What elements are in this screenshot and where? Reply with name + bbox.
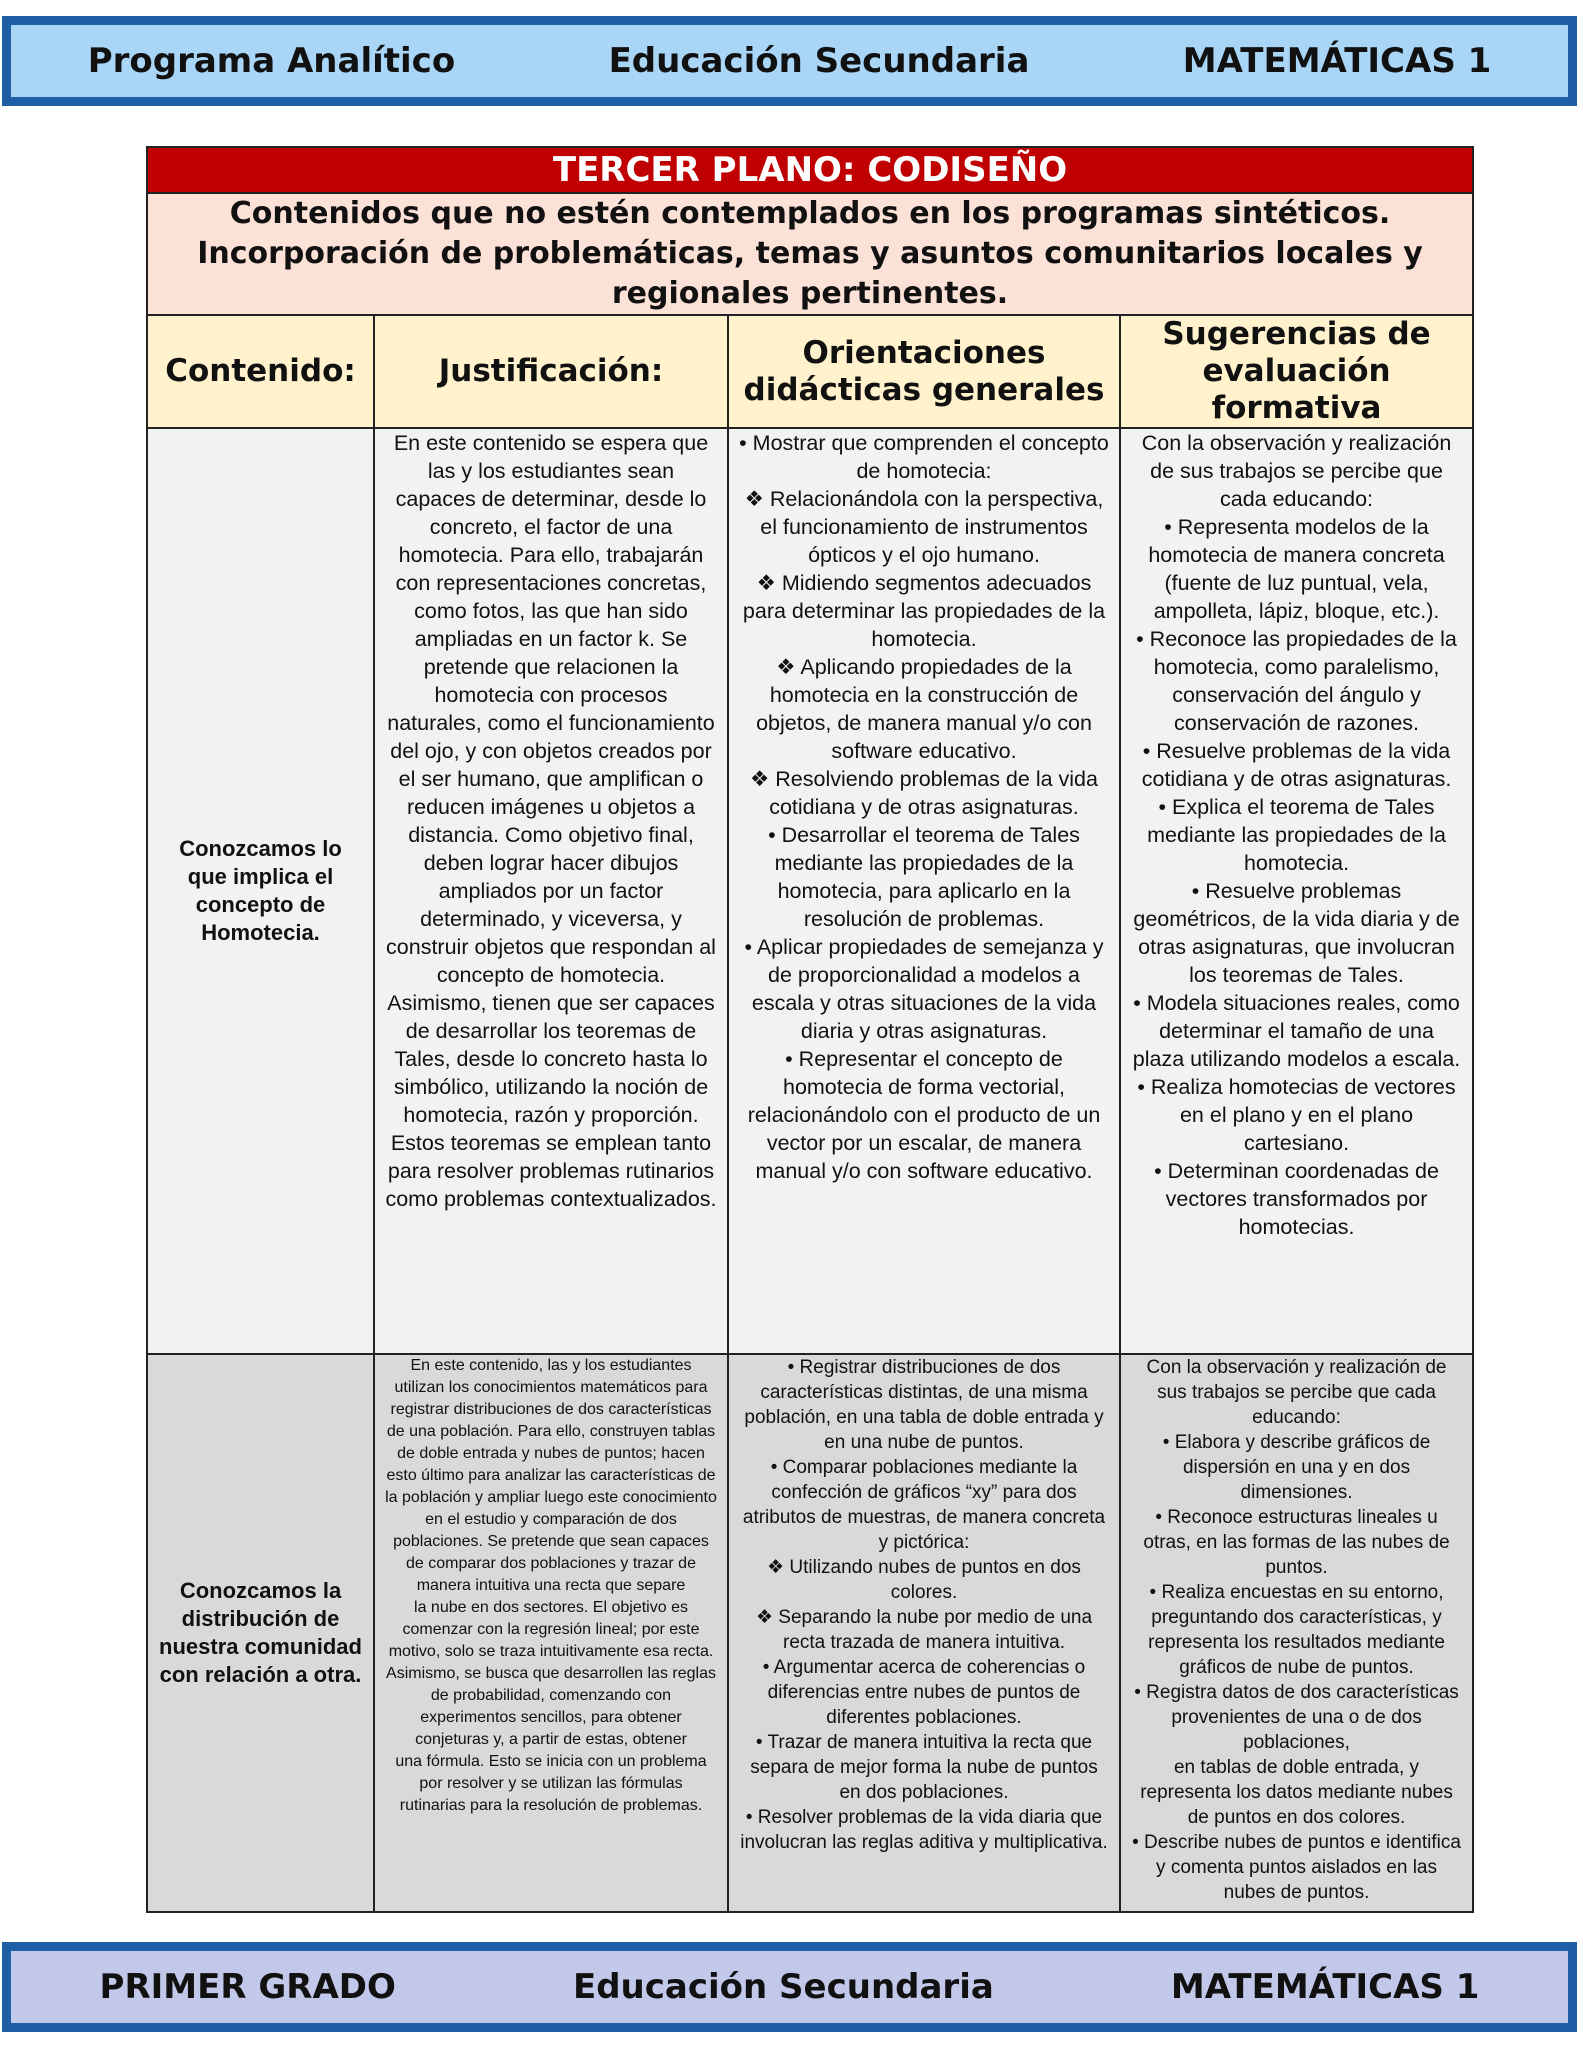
column-header-sugerencias: Sugerencias de evaluación formativa — [1120, 315, 1473, 428]
footer-subject-label: MATEMÁTICAS 1 — [1170, 1967, 1480, 2007]
justificacion-cell: En este contenido, las y los estudiantes utilizan los conocimientos matemáticos para registrar distribuciones de dos características de una población. Para ello, construyen tablas de doble entrada y nubes de puntos; hacen esto último para analizar las características de la población y ampliar luego este conocimiento en el estudio y comparación de dos poblaciones. Se pretende que sean capaces de comparar dos poblaciones y trazar de manera intuitiva una recta que separe la nube en dos sectores. El objetivo es comenzar con la regresión lineal; por este motivo, solo se traza intuitivamente esa recta. Asimismo, se busca que desarrollen las reglas de probabilidad, comenzando con experimentos sencillos, para obtener conjeturas y, a partir de estas, obtener una fórmula. Esto se inicia con un problema por resolver y se utilizan las fórmulas rutinarias para la resolución de problemas. — [374, 1354, 728, 1912]
table-row — [147, 1354, 1473, 1912]
header-subject-label: MATEMÁTICAS 1 — [1182, 41, 1492, 81]
table-title: TERCER PLANO: CODISEÑO — [147, 147, 1473, 193]
column-header-justificacion: Justificación: — [374, 315, 728, 428]
contenido-cell: Conozcamos lo que implica el concepto de Homotecia. — [147, 428, 374, 1354]
header-level-label: Educación Secundaria — [608, 41, 1030, 81]
orientaciones-cell: • Registrar distribuciones de dos características distintas, de una misma población, en una tabla de doble entrada y en una nube de puntos. • Comparar poblaciones mediante la confección de gráficos “xy” para dos atributos de muestras, de manera concreta y pictórica: ❖ Utilizando nubes de puntos en dos colores. ❖ Separando la nube por medio de una recta trazada de manera intuitiva. • Argumentar acerca de coherencias o diferencias entre nubes de puntos de diferentes poblaciones. • Trazar de manera intuitiva la recta que separa de mejor forma la nube de puntos en dos poblaciones. • Resolver problemas de la vida diaria que involucran las reglas aditiva y multiplicativa. — [728, 1354, 1120, 1912]
table-subtitle: Contenidos que no estén contemplados en los programas sintéticos. Incorporación de problemáticas, temas y asuntos comunitarios locales y regionales pertinentes. — [147, 193, 1473, 315]
sugerencias-cell: Con la observación y realización de sus trabajos se percibe que cada educando: • Elabora y describe gráficos de dispersión en una y en dos dimensiones. • Reconoce estructuras lineales u otras, en las formas de las nubes de puntos. • Realiza encuestas en su entorno, preguntando dos características, y representa los resultados mediante gráficos de nube de puntos. • Registra datos de dos características provenientes de una o de dos poblaciones, en tablas de doble entrada, y representa los datos mediante nubes de puntos en dos colores. • Describe nubes de puntos e identifica y comenta puntos aislados en las nubes de puntos. — [1120, 1354, 1473, 1912]
codesign-table — [146, 146, 1474, 1913]
table-row — [147, 428, 1473, 1354]
footer-grade-label: PRIMER GRADO — [99, 1967, 396, 2007]
justificacion-cell: En este contenido se espera que las y los estudiantes sean capaces de determinar, desde lo concreto, el factor de una homotecia. Para ello, trabajarán con representaciones concretas, como fotos, las que han sido ampliadas en un factor k. Se pretende que relacionen la homotecia con procesos naturales, como el funcionamiento del ojo, y con objetos creados por el ser humano, que amplifican o reducen imágenes u objetos a distancia. Como objetivo final, deben lograr hacer dibujos ampliados por un factor determinado, y viceversa, y construir objetos que respondan al concepto de homotecia. Asimismo, tienen que ser capaces de desarrollar los teoremas de Tales, desde lo concreto hasta lo simbólico, utilizando la noción de homotecia, razón y proporción. Estos teoremas se emplean tanto para resolver problemas rutinarios como problemas contextualizados. — [374, 428, 728, 1354]
sugerencias-cell: Con la observación y realización de sus trabajos se percibe que cada educando: • Representa modelos de la homotecia de manera concreta (fuente de luz puntual, vela, ampolleta, lápiz, bloque, etc.). • Reconoce las propiedades de la homotecia, como paralelismo, conservación del ángulo y conservación de razones. • Resuelve problemas de la vida cotidiana y de otras asignaturas. • Explica el teorema de Tales mediante las propiedades de la homotecia. • Resuelve problemas geométricos, de la vida diaria y de otras asignaturas, que involucran los teoremas de Tales. • Modela situaciones reales, como determinar el tamaño de una plaza utilizando modelos a escala. • Realiza homotecias de vectores en el plano y en el plano cartesiano. • Determinan coordenadas de vectores transformados por homotecias. — [1120, 428, 1473, 1354]
column-header-orientaciones: Orientaciones didácticas generales — [728, 315, 1120, 428]
header-banner — [2, 16, 1577, 106]
contenido-cell: Conozcamos la distribución de nuestra comunidad con relación a otra. — [147, 1354, 374, 1912]
header-program-label: Programa Analítico — [87, 41, 456, 81]
codesign-table-wrapper — [146, 146, 1472, 1913]
orientaciones-cell: • Mostrar que comprenden el concepto de homotecia: ❖ Relacionándola con la perspectiva, el funcionamiento de instrumentos ópticos y el ojo humano. ❖ Midiendo segmentos adecuados para determinar las propiedades de la homotecia. ❖ Aplicando propiedades de la homotecia en la construcción de objetos, de manera manual y/o con software educativo. ❖ Resolviendo problemas de la vida cotidiana y de otras asignaturas. • Desarrollar el teorema de Tales mediante las propiedades de la homotecia, para aplicarlo en la resolución de problemas. • Aplicar propiedades de semejanza y de proporcionalidad a modelos a escala y otras situaciones de la vida diaria y otras asignaturas. • Representar el concepto de homotecia de forma vectorial, relacionándolo con el producto de un vector por un escalar, de manera manual y/o con software educativo. — [728, 428, 1120, 1354]
column-header-contenido: Contenido: — [147, 315, 374, 428]
footer-banner — [2, 1942, 1577, 2032]
footer-level-label: Educación Secundaria — [572, 1967, 994, 2007]
